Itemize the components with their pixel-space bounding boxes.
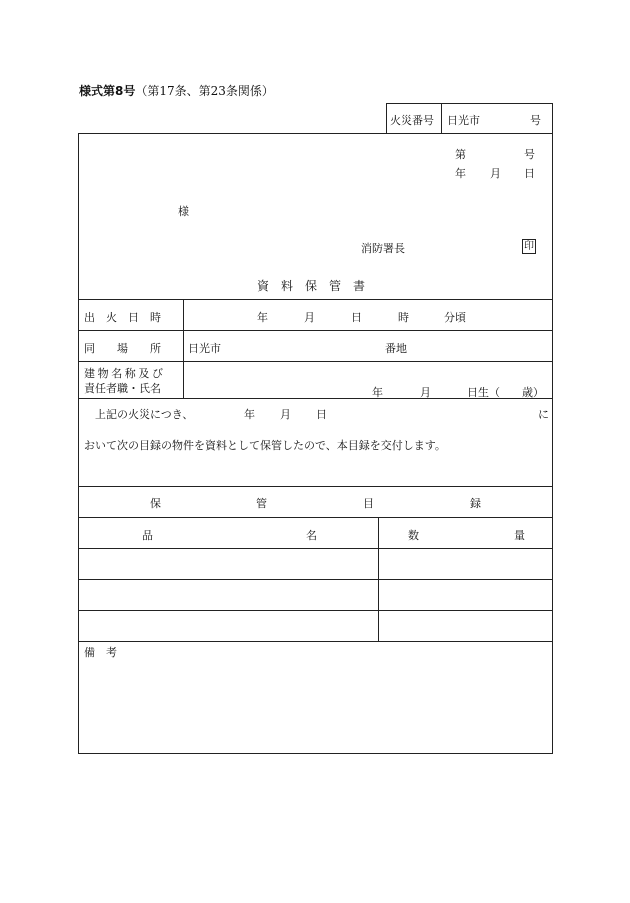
building-label-line2: 責任者職・氏名	[84, 382, 161, 395]
inventory-heading-3: 目	[363, 497, 374, 510]
fire-datetime-day: 日	[351, 311, 362, 324]
location-label: 同 場 所	[84, 342, 161, 355]
col-name-1: 品	[142, 529, 153, 542]
row-line-2	[78, 330, 553, 331]
document-title: 資 料 保 管 書	[257, 279, 366, 293]
issue-number-suffix: 号	[524, 148, 535, 161]
issue-month: 月	[490, 167, 501, 180]
inventory-row-line-3	[78, 641, 553, 642]
statement-day: 日	[316, 408, 327, 421]
fire-datetime-label: 出 火 日 時	[84, 311, 161, 324]
inventory-heading-4: 録	[470, 497, 481, 510]
location-city: 日光市	[188, 342, 221, 355]
col-qty-2: 量	[514, 529, 525, 542]
statement-line1-end: に	[538, 408, 549, 421]
building-year: 年	[372, 386, 383, 399]
remarks-area[interactable]	[79, 660, 552, 752]
form-title	[79, 82, 274, 99]
inventory-item-name-2[interactable]	[79, 580, 377, 609]
row-line-1	[78, 299, 553, 300]
building-age: 歳）	[522, 386, 544, 399]
form-article: （第17条、第23条関係）	[135, 84, 274, 98]
inventory-item-name-1[interactable]	[79, 549, 377, 578]
issue-day: 日	[524, 167, 535, 180]
addressee-suffix: 様	[178, 205, 189, 218]
fire-datetime-minute: 分頃	[444, 311, 466, 324]
inventory-heading-1: 保	[150, 497, 161, 510]
statement-year: 年	[244, 408, 255, 421]
fire-datetime-month: 月	[304, 311, 315, 324]
fire-number-city: 日光市	[447, 114, 480, 127]
fire-datetime-hour: 時	[398, 311, 409, 324]
col-qty-1: 数	[408, 529, 419, 542]
remarks-label: 備 考	[84, 646, 117, 659]
issuer-title: 消防署長	[361, 242, 405, 255]
seal-mark: 印	[524, 241, 534, 252]
issue-number-prefix: 第	[455, 148, 466, 161]
inventory-heading-2: 管	[256, 497, 267, 510]
issue-year: 年	[455, 167, 466, 180]
statement-line1-start: 上記の火災につき、	[95, 408, 194, 421]
inventory-heading-line	[78, 517, 553, 518]
location-banchi: 番地	[385, 342, 407, 355]
statement-line2: おいて次の目録の物件を資料として保管したので、本目録を交付します。	[84, 439, 446, 452]
label-column-divider	[183, 299, 184, 398]
inventory-item-qty-3[interactable]	[379, 611, 552, 640]
fire-number-suffix: 号	[530, 114, 541, 127]
inventory-item-qty-1[interactable]	[379, 549, 552, 578]
form-number: 様式第8号	[79, 84, 136, 98]
statement-month: 月	[280, 408, 291, 421]
fire-number-divider	[441, 103, 442, 134]
col-name-2: 名	[306, 529, 317, 542]
building-birth: 日生（	[467, 386, 500, 399]
fire-datetime-year: 年	[257, 311, 268, 324]
inventory-top-line	[78, 486, 553, 487]
building-month: 月	[420, 386, 431, 399]
fire-number-label: 火災番号	[390, 114, 434, 127]
inventory-item-qty-2[interactable]	[379, 580, 552, 609]
building-label-line1: 建物名称及び	[84, 367, 166, 380]
inventory-item-name-3[interactable]	[79, 611, 377, 640]
row-line-3	[78, 361, 553, 362]
